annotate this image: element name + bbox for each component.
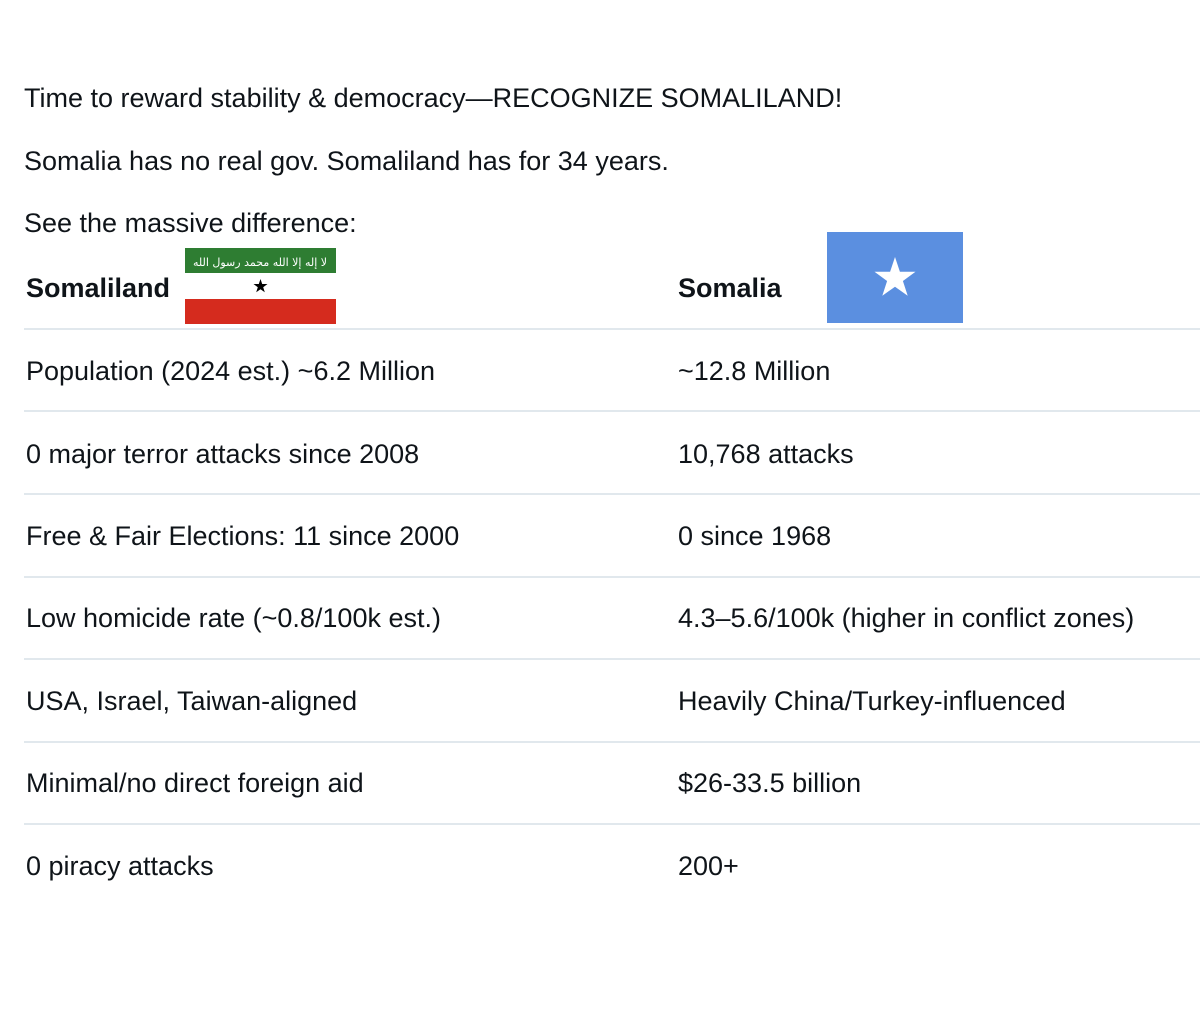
- row-divider: [24, 493, 1200, 495]
- row-divider: [24, 823, 1200, 825]
- cell-somaliland-homicide: Low homicide rate (~0.8/100k est.): [26, 603, 441, 633]
- column-header-somalia: Somalia: [678, 273, 782, 303]
- cell-somalia-population: ~12.8 Million: [678, 356, 831, 386]
- somalia-flag-icon: [827, 232, 963, 323]
- cell-somalia-elections: 0 since 1968: [678, 521, 832, 551]
- cell-somalia-homicide: 4.3–5.6/100k (higher in conflict zones): [678, 603, 1135, 633]
- column-header-somaliland: Somaliland: [26, 273, 171, 303]
- cell-somalia-piracy: 200+: [678, 851, 739, 881]
- cell-somaliland-piracy: 0 piracy attacks: [26, 851, 214, 881]
- cell-somalia-aid: $26-33.5 billion: [678, 768, 862, 798]
- row-divider: [24, 658, 1200, 660]
- somaliland-flag-icon: [185, 248, 336, 324]
- cell-somaliland-aid: Minimal/no direct foreign aid: [26, 768, 364, 798]
- cell-somaliland-alignment: USA, Israel, Taiwan-aligned: [26, 686, 358, 716]
- cell-somaliland-elections: Free & Fair Elections: 11 since 2000: [26, 521, 460, 551]
- row-divider: [24, 328, 1200, 330]
- intro-text: See the massive difference:: [24, 208, 357, 238]
- row-divider: [24, 741, 1200, 743]
- cell-somalia-terror: 10,768 attacks: [678, 439, 854, 469]
- headline-text: Time to reward stability & democracy—RECOGNIZE SOMALILAND!: [24, 83, 843, 113]
- cell-somaliland-terror: 0 major terror attacks since 2008: [26, 439, 420, 469]
- shahada-inscription: لا إله إلا الله محمد رسول الله: [192, 256, 328, 269]
- row-divider: [24, 576, 1200, 578]
- cell-somaliland-population: Population (2024 est.) ~6.2 Million: [26, 356, 435, 386]
- row-divider: [24, 410, 1200, 412]
- claim-text: Somalia has no real gov. Somaliland has for 34 years.: [24, 146, 669, 176]
- cell-somalia-alignment: Heavily China/Turkey-influenced: [678, 686, 1066, 716]
